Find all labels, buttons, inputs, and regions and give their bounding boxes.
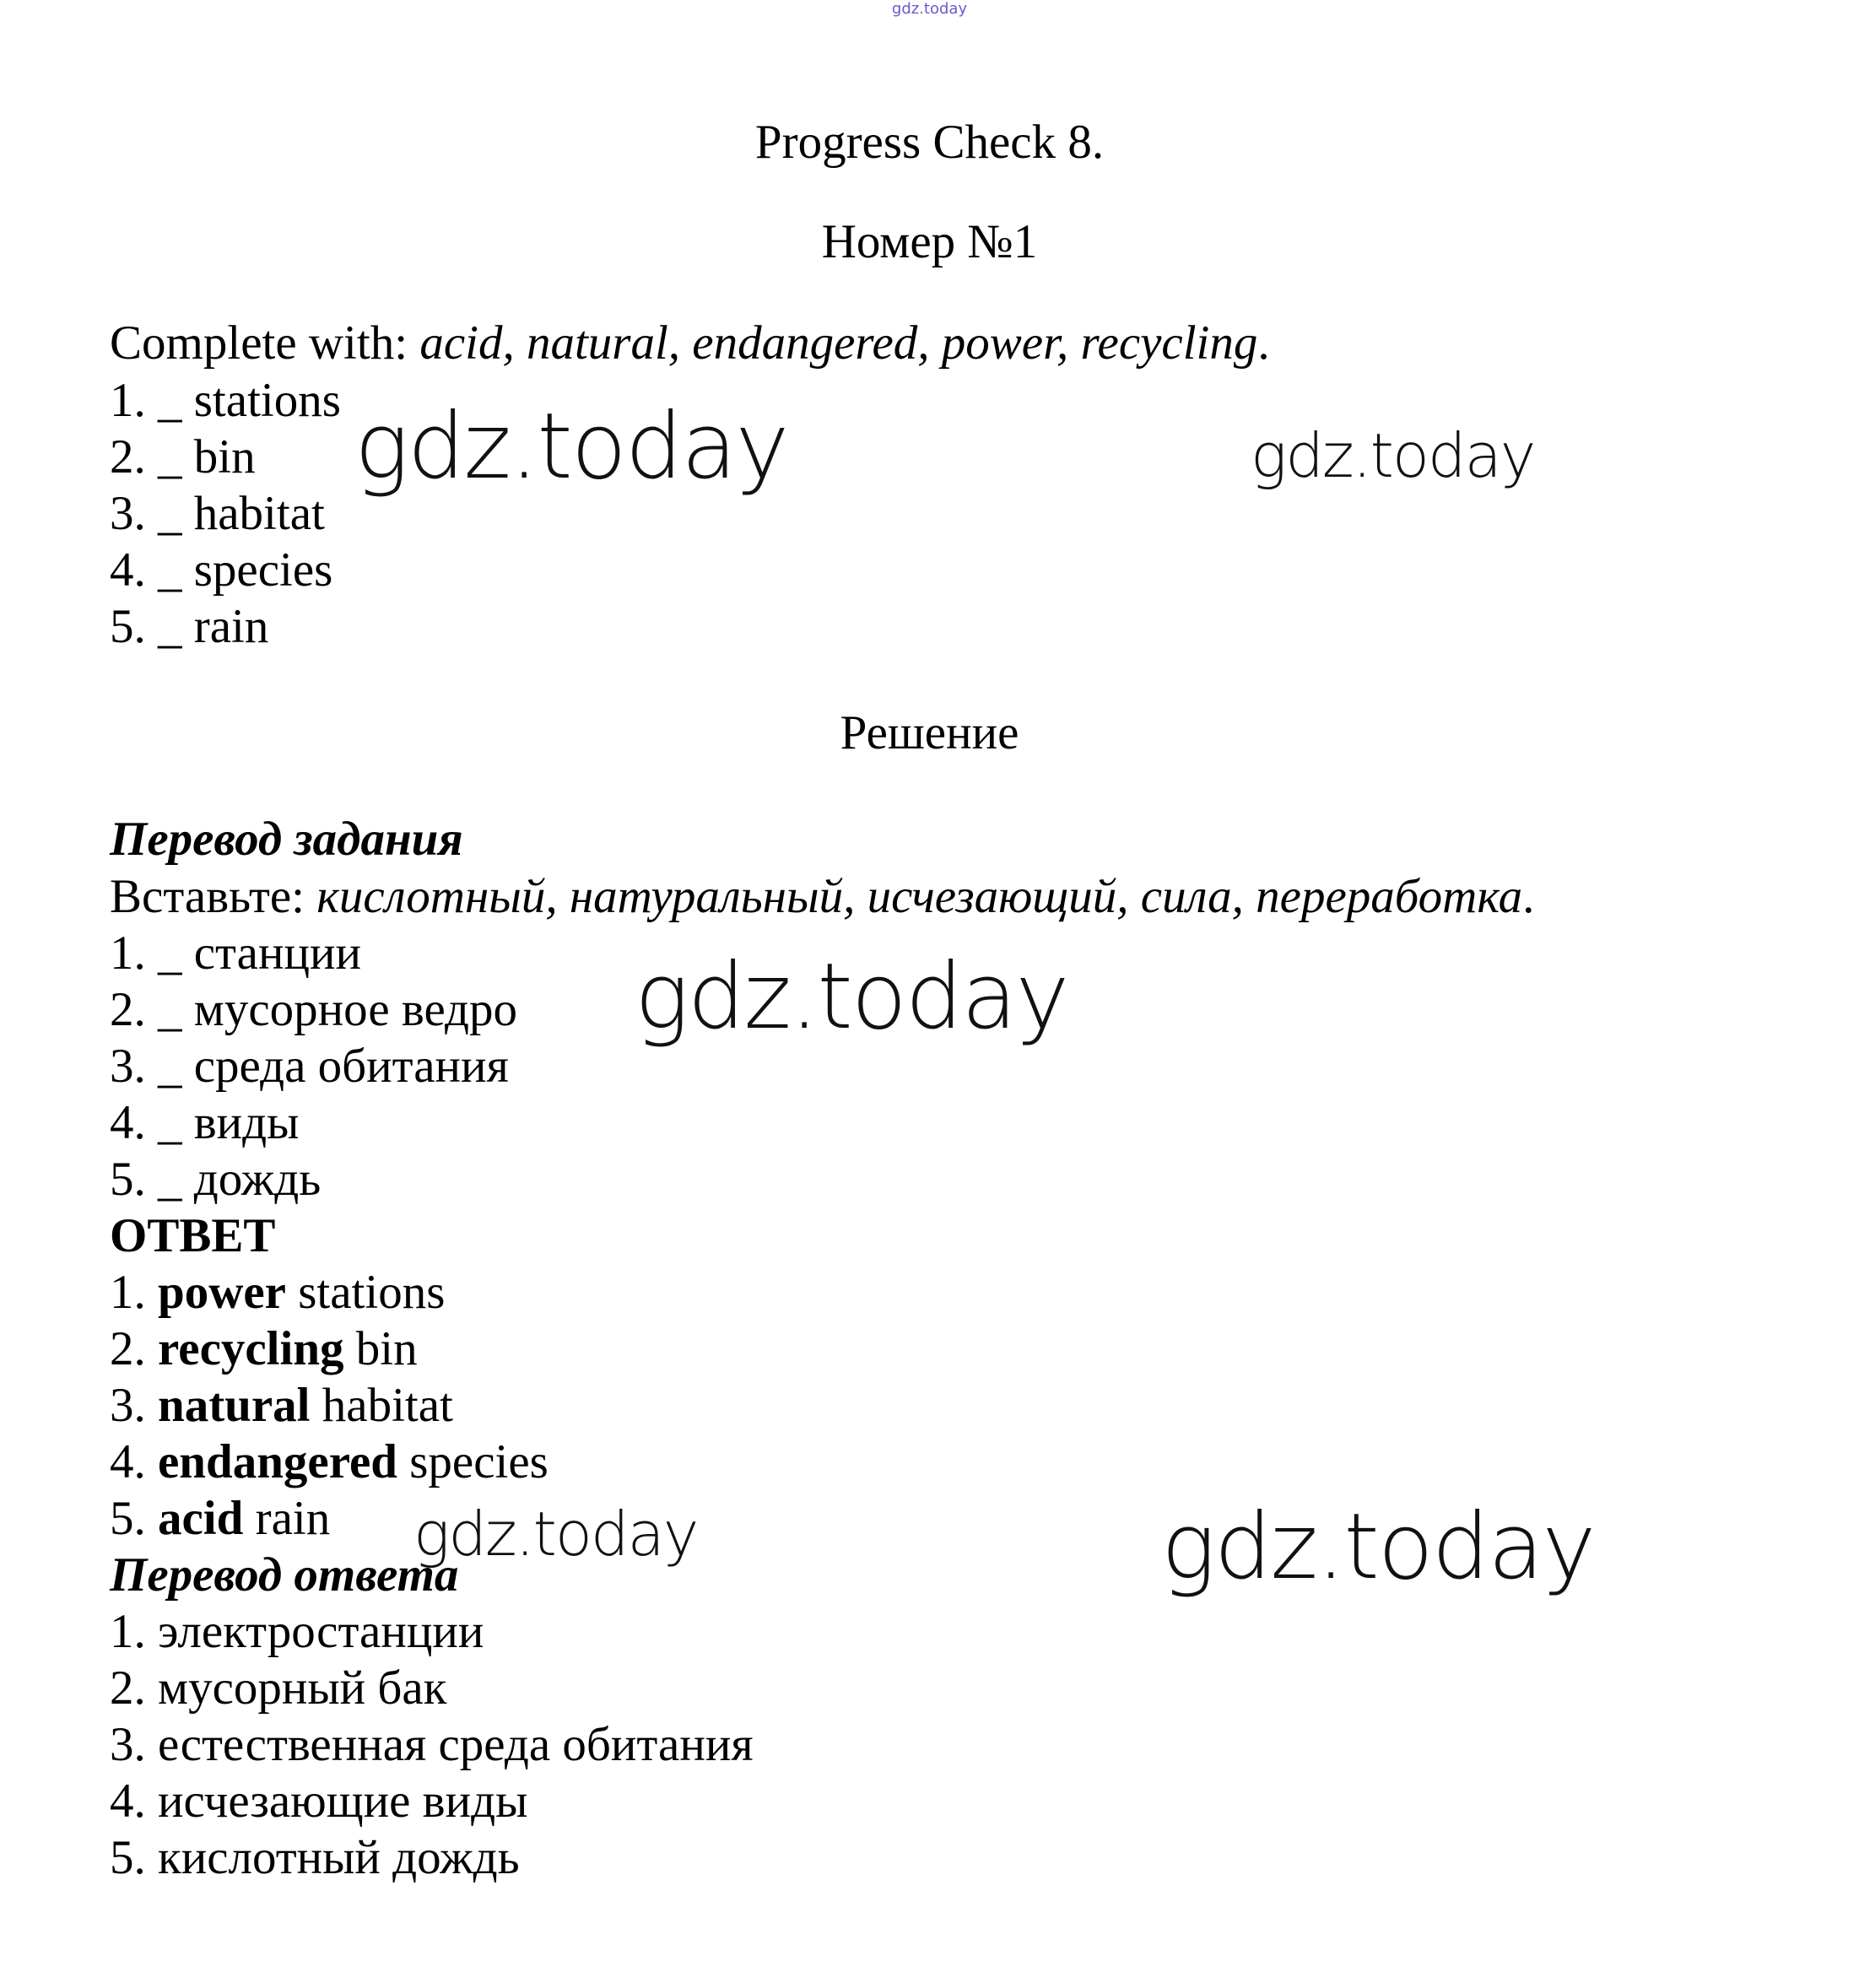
answer-rest: habitat <box>310 1379 453 1432</box>
answer-item <box>110 1492 331 1545</box>
answer-rest: bin <box>343 1322 418 1375</box>
answer-word: natural <box>158 1379 311 1432</box>
answer-num: 2. <box>110 1322 158 1375</box>
task-instruction <box>110 316 1270 370</box>
translation-item: 2. _ мусорное ведро <box>110 983 517 1036</box>
answer-translation-item: 1. электростанции <box>110 1605 484 1658</box>
translation-suffix: . <box>1522 870 1535 923</box>
top-watermark: gdz.today <box>891 0 968 18</box>
answer-heading: ОТВЕТ <box>110 1209 276 1262</box>
answer-translation-item: 5. кислотный дождь <box>110 1831 520 1884</box>
translation-prefix: Вставьте: <box>110 870 317 923</box>
answer-word: acid <box>158 1492 244 1545</box>
task-item: 1. _ stations <box>110 374 341 427</box>
answer-translation-item: 3. естественная среда обитания <box>110 1718 754 1771</box>
translation-instruction <box>110 872 1534 921</box>
answer-word: power <box>158 1266 286 1319</box>
answer-item <box>110 1435 549 1488</box>
translation-item: 1. _ станции <box>110 926 361 980</box>
answer-item <box>110 1322 418 1375</box>
answer-item <box>110 1379 453 1432</box>
task-prefix: Complete with: <box>110 316 420 370</box>
answer-num: 5. <box>110 1492 158 1545</box>
answer-rest: rain <box>243 1492 331 1545</box>
page-title: Progress Check 8. <box>754 116 1105 169</box>
answer-translation-heading: Перевод ответа <box>110 1548 459 1602</box>
answer-rest: stations <box>285 1266 446 1319</box>
translation-item: 3. _ среда обитания <box>110 1040 509 1093</box>
watermark: gdz.today <box>1251 420 1535 491</box>
exercise-number: Номер №1 <box>821 215 1038 268</box>
task-words: acid, natural, endangered, power, recycling <box>419 316 1258 370</box>
translation-heading: Перевод задания <box>110 813 463 866</box>
watermark: gdz.today <box>354 394 788 500</box>
watermark: gdz.today <box>413 1499 698 1569</box>
answer-word: endangered <box>158 1435 397 1488</box>
translation-item: 5. _ дождь <box>110 1153 322 1206</box>
answer-num: 4. <box>110 1435 158 1488</box>
answer-word: recycling <box>158 1322 344 1375</box>
solution-heading: Решение <box>840 706 1019 759</box>
answer-item <box>110 1266 446 1319</box>
task-item: 4. _ species <box>110 543 333 597</box>
answer-rest: species <box>397 1435 549 1488</box>
task-item: 3. _ habitat <box>110 487 325 540</box>
answer-translation-item: 4. исчезающие виды <box>110 1775 528 1828</box>
watermark: gdz.today <box>1161 1494 1595 1600</box>
answer-translation-item: 2. мусорный бак <box>110 1661 447 1715</box>
task-item: 5. _ rain <box>110 600 269 653</box>
watermark: gdz.today <box>635 944 1068 1050</box>
task-item: 2. _ bin <box>110 430 256 483</box>
answer-num: 3. <box>110 1379 158 1432</box>
translation-item: 4. _ виды <box>110 1096 300 1149</box>
task-suffix: . <box>1257 316 1270 370</box>
answer-num: 1. <box>110 1266 158 1319</box>
translation-words: кислотный, натуральный, исчезающий, сила, переработка <box>316 870 1523 923</box>
